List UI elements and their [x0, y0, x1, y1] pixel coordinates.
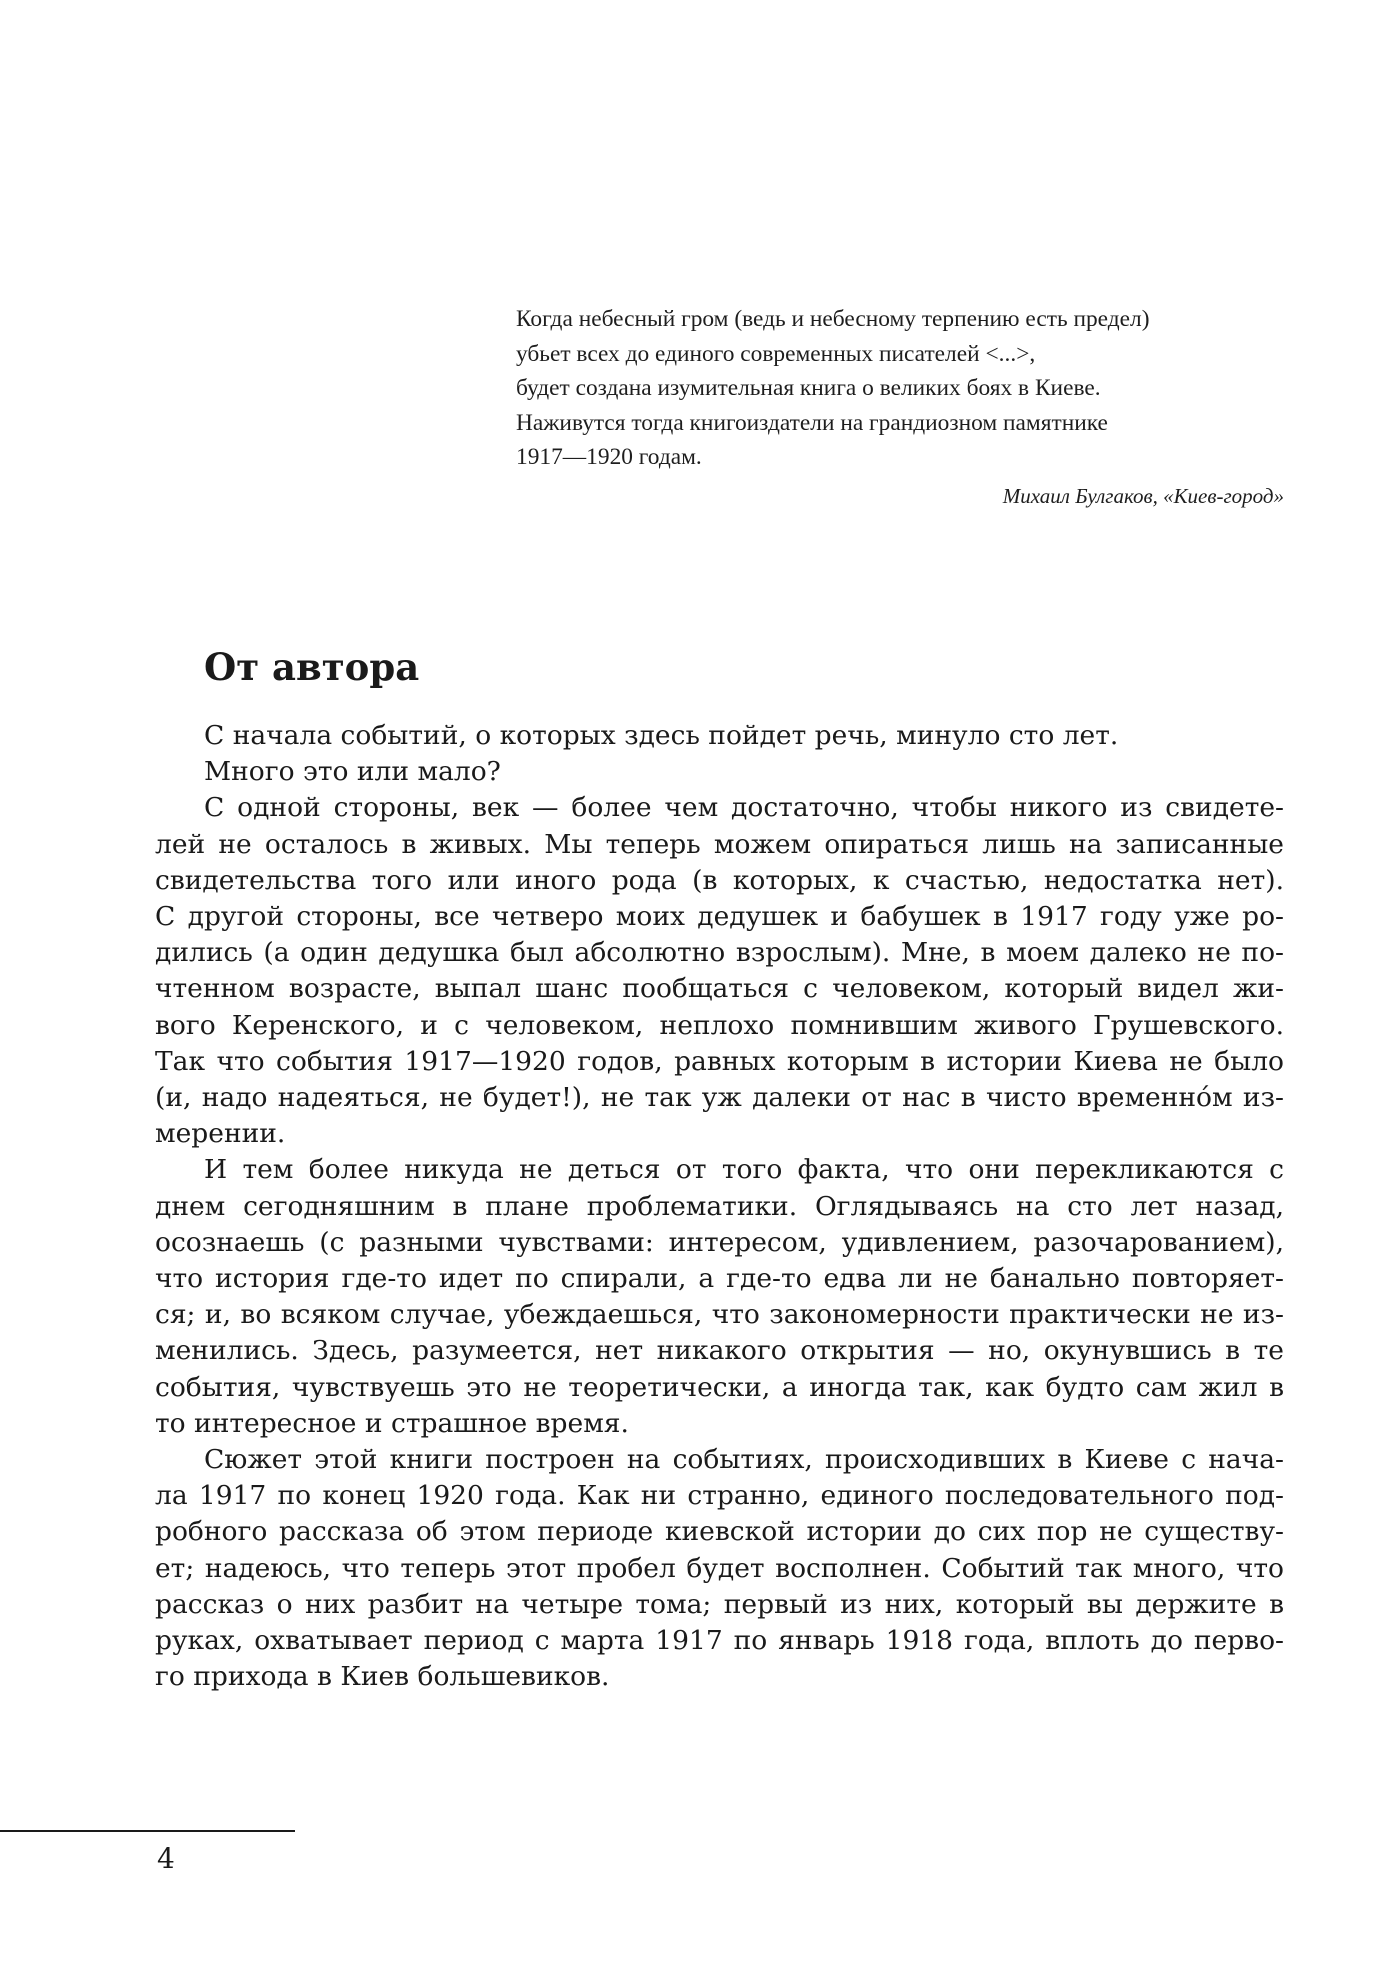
epigraph-line: убьет всех до единого современных писателей <...>, — [516, 340, 1036, 367]
body-line: что история где-то идет по спирали, а где-то едва ли не банально повторяет- — [155, 1263, 1284, 1295]
body-line: Много это или мало? — [204, 756, 501, 788]
body-line: Сюжет этой книги построен на событиях, происходивших в Киеве с нача- — [204, 1444, 1284, 1476]
body-text — [155, 718, 1284, 1695]
body-line: лей не осталось в живых. Мы теперь можем опираться лишь на записанные — [155, 828, 1284, 860]
epigraph-source: Михаил Булгаков, «Киев-город» — [1002, 483, 1284, 508]
body-line: С одной стороны, век — более чем достаточно, чтобы никого из свидете- — [204, 792, 1284, 824]
body-line: Так что события 1917—1920 годов, равных которым в истории Киева не было — [155, 1045, 1284, 1077]
body-line: рассказ о них разбит на четыре тома; первый из них, который вы держите в — [155, 1588, 1284, 1620]
body-line: мерении. — [155, 1118, 286, 1150]
body-line: то интересное и страшное время. — [155, 1407, 629, 1439]
body-line: днем сегодняшним в плане проблематики. Оглядываясь на сто лет назад, — [155, 1190, 1284, 1222]
body-line: И тем более никуда не деться от того факта, что они перекликаются с — [204, 1154, 1284, 1186]
epigraph-line: Когда небесный гром (ведь и небесному терпению есть предел) — [516, 306, 1150, 332]
footer-rule — [0, 1830, 295, 1832]
body-line: робного рассказа об этом периоде киевской истории до сих пор не существу- — [155, 1516, 1284, 1548]
body-line: го прихода в Киев большевиков. — [155, 1661, 610, 1693]
body-line: вого Керенского, и с человеком, неплохо помнившим живого Грушевского. — [155, 1009, 1284, 1041]
epigraph-line: 1917—1920 годам. — [516, 444, 702, 470]
body-line: осознаешь (с разными чувствами: интересом, удивлением, разочарованием), — [155, 1226, 1284, 1258]
page-number: 4 — [157, 1842, 175, 1875]
body-line: С другой стороны, все четверо моих дедушек и бабушек в 1917 году уже ро- — [155, 901, 1284, 933]
body-line: (и, надо надеяться, не будет!), не так уж далеки от нас в чисто временно́м из- — [155, 1082, 1284, 1114]
body-line: руках, охватывает период с марта 1917 по январь 1918 года, вплоть до перво- — [155, 1625, 1284, 1657]
body-line: ла 1917 по конец 1920 года. Как ни странно, единого последовательного под- — [155, 1480, 1284, 1512]
body-line: дились (а один дедушка был абсолютно взрослым). Мне, в моем далеко не по- — [155, 937, 1284, 969]
body-line: ет; надеюсь, что теперь этот пробел будет восполнен. Событий так много, что — [155, 1552, 1284, 1584]
body-line: чтенном возрасте, выпал шанс пообщаться с человеком, который видел жи- — [155, 973, 1284, 1005]
body-line: С начала событий, о которых здесь пойдет речь, минуло сто лет. — [204, 720, 1119, 751]
epigraph-line: будет создана изумительная книга о великих боях в Киеве. — [516, 375, 1101, 401]
body-line: события, чувствуешь это не теоретически, а иногда так, как будто сам жил в — [155, 1371, 1284, 1403]
body-line: менились. Здесь, разумеется, нет никакого открытия — но, окунувшись в те — [155, 1335, 1284, 1367]
body-line: свидетельства того или иного рода (в которых, к счастью, недостатка нет). — [155, 864, 1284, 896]
epigraph — [516, 302, 1284, 513]
epigraph-line: Наживутся тогда книгоиздатели на грандиозном памятнике — [516, 409, 1108, 436]
body-line: ся; и, во всяком случае, убеждаешься, что закономерности практически не из- — [155, 1299, 1284, 1331]
section-heading: От автора — [204, 645, 420, 689]
